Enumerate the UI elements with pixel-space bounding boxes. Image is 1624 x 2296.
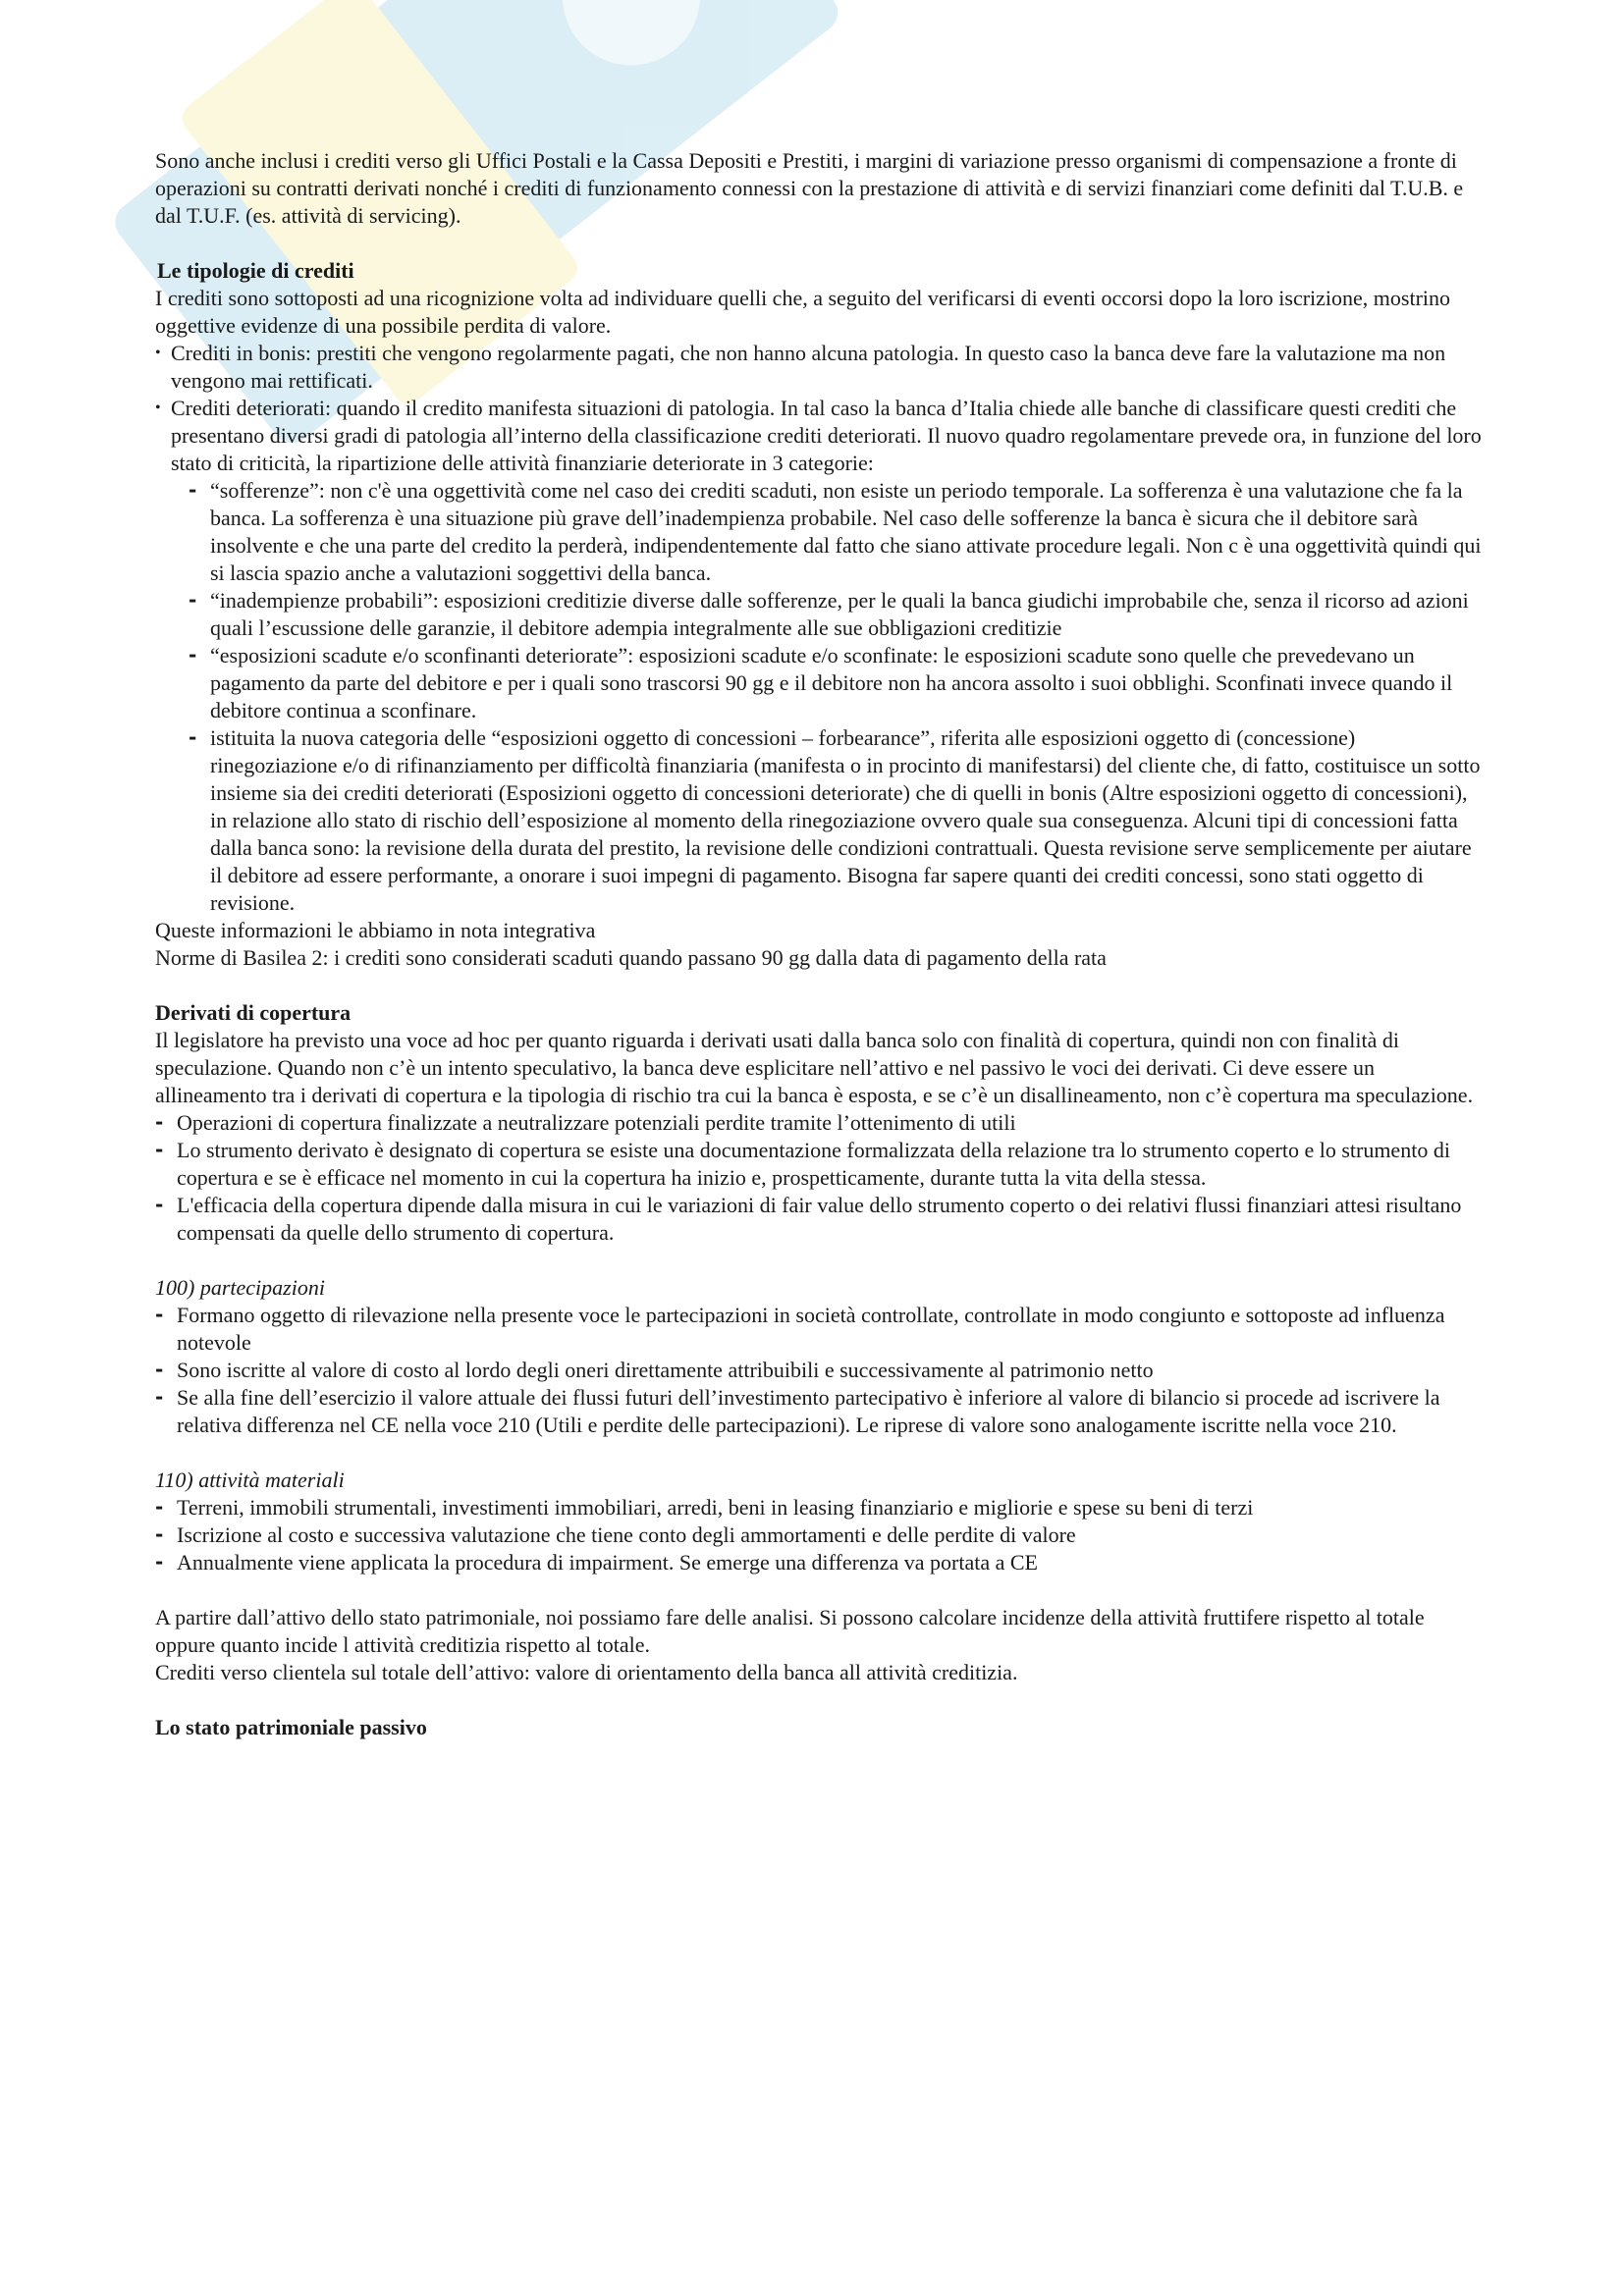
list-item: - Annualmente viene applicata la procedura di impairment. Se emerge una differenza va portata a CE bbox=[155, 1549, 1483, 1576]
list-item-inadempienze: - “inadempienze probabili”: esposizioni creditizie diverse dalle sofferenze, per le quali la banca giudichi improbabile che, senza il ricorso ad azioni quali l’escussione delle garanzie, il debitore adempia integralmente alle sue obbligazioni creditizie bbox=[189, 587, 1483, 642]
list-item: - Formano oggetto di rilevazione nella presente voce le partecipazioni in società controllate, controllate in modo congiunto e sottoposte ad influenza notevole bbox=[155, 1302, 1483, 1357]
list-item: - L'efficacia della copertura dipende dalla misura in cui le variazioni di fair value dello strumento coperto o dei relativi flussi finanziari attesi risultano compensati da quelle dello strumento di copertura. bbox=[155, 1192, 1483, 1247]
nota-integrativa: Queste informazioni le abbiamo in nota integrativa bbox=[155, 918, 596, 942]
crediti-list bbox=[155, 340, 1483, 917]
list-item-sofferenze: - “sofferenze”: non c'è una oggettività come nel caso dei crediti scaduti, non esiste un periodo temporale. La sofferenza è una valutazione che fa la banca. La sofferenza è una situazione più grave dell’inadempienza probabile. Nel caso delle sofferenze la banca è sicura che il debitore sarà insolvente e che una parte del credito la perderà, indipendentemente dal fatto che siano attivate procedure legali. Non c è una oggettività quindi qui si lascia spazio anche a valutazioni soggettivi della banca. bbox=[189, 477, 1483, 587]
list-item: - Sono iscritte al valore di costo al lordo degli oneri direttamente attribuibili e successivamente al patrimonio netto bbox=[155, 1357, 1483, 1384]
heading-derivati: Derivati di copertura bbox=[155, 1000, 352, 1025]
list-item-esposizioni-scadute: - “esposizioni scadute e/o sconfinanti deteriorate”: esposizioni scadute e/o sconfinate: le esposizioni scadute sono quelle che prevedevano un pagamento da parte del debitore e per i quali sono trascorsi 90 gg e il debitore non ha ancora assolto i suoi obblighi. Sconfinati invece quando il debitore continua a sconfinare. bbox=[189, 642, 1483, 724]
list-item: - Lo strumento derivato è designato di copertura se esiste una documentazione formalizzata della relazione tra lo strumento coperto e lo strumento di copertura e se è efficace nel momento in cui la copertura ha inizio e, prospetticamente, durante tutta la vita della stessa. bbox=[155, 1137, 1483, 1192]
basilea-note: Norme di Basilea 2: i crediti sono considerati scaduti quando passano 90 gg dalla data di pagamento della rata bbox=[155, 945, 1107, 970]
heading-partecipazioni: 100) partecipazioni bbox=[155, 1275, 325, 1300]
deteriorati-text: Crediti deteriorati: quando il credito manifesta situazioni di patologia. In tal caso la banca d’Italia chiede alle banche di classificare questi crediti che presentano diversi gradi di patologia all’interno della classificazione crediti deteriorati. Il nuovo quadro regolamentare prevede ora, in funzione del loro stato di criticità, la ripartizione delle attività finanziarie deteriorate in 3 categorie: bbox=[171, 396, 1482, 475]
document-page bbox=[155, 147, 1483, 1741]
heading-tipologie: Le tipologie di crediti bbox=[157, 258, 354, 283]
analisi-paragraph: A partire dall’attivo dello stato patrimoniale, noi possiamo fare delle analisi. Si possono calcolare incidenze della attività fruttifere rispetto al totale oppure quanto incide l attività creditizia rispetto al totale. bbox=[155, 1605, 1425, 1657]
intro-paragraph: Sono anche inclusi i crediti verso gli Uffici Postali e la Cassa Depositi e Prestiti, i margini di variazione presso organismi di compensazione a fronte di operazioni su contratti derivati nonché i crediti di funzionamento connessi con la prestazione di attività e di servizi finanziari come definiti dal T.U.B. e dal T.U.F. (es. attività di servicing). bbox=[155, 148, 1464, 228]
heading-passivo: Lo stato patrimoniale passivo bbox=[155, 1715, 427, 1739]
list-item: - Iscrizione al costo e successiva valutazione che tiene conto degli ammortamenti e delle perdite di valore bbox=[155, 1522, 1483, 1549]
partecipazioni-list bbox=[155, 1302, 1483, 1439]
watermark-circle bbox=[535, 0, 729, 93]
derivati-list bbox=[155, 1109, 1483, 1247]
bonis-text: Crediti in bonis: prestiti che vengono regolarmente pagati, che non hanno alcuna patologia. In questo caso la banca deve fare la valutazione ma non vengono mai rettificati. bbox=[171, 341, 1446, 393]
list-item-forbearance: - istituita la nuova categoria delle “esposizioni oggetto di concessioni – forbearance”, riferita alle esposizioni oggetto di (concessione) rinegoziazione e/o di rifinanziamento per difficoltà finanziaria (manifesta o in procinto di manifestarsi) del cliente che, di fatto, costituisce un sotto insieme sia dei crediti deteriorati (Esposizioni oggetto di concessioni deteriorate) che di quelli in bonis (Altre esposizioni oggetto di concessioni), in relazione allo stato di rischio dell’esposizione al momento della rinegoziazione ovvero quale sua conseguenza. Alcuni tipi di concessioni fatta dalla banca sono: la revisione della durata del prestito, la revisione delle condizioni contrattuali. Questa revisione serve semplicemente per aiutare il debitore ad essere performante, a onorare i suoi impegni di pagamento. Bisogna far sapere quanti dei crediti concessi, sono stati oggetto di revisione. bbox=[189, 724, 1483, 917]
crediti-clientela-paragraph: Crediti verso clientela sul totale dell’attivo: valore di orientamento della banca all attività creditizia. bbox=[155, 1660, 1018, 1684]
heading-attivita-materiali: 110) attività materiali bbox=[155, 1468, 345, 1492]
tipologie-intro: I crediti sono sottoposti ad una ricognizione volta ad individuare quelli che, a seguito del verificarsi di eventi occorsi dopo la loro iscrizione, mostrino oggettive evidenze di una possibile perdita di valore. bbox=[155, 286, 1451, 338]
categorie-list bbox=[189, 477, 1483, 917]
list-item: - Terreni, immobili strumentali, investimenti immobiliari, arredi, beni in leasing finanziario e migliorie e spese su beni di terzi bbox=[155, 1494, 1483, 1522]
list-item: - Se alla fine dell’esercizio il valore attuale dei flussi futuri dell’investimento partecipativo è inferiore al valore di bilancio si procede ad iscrivere la relativa differenza nel CE nella voce 210 (Utili e perdite delle partecipazioni). Le riprese di valore sono analogamente iscritte nella voce 210. bbox=[155, 1384, 1483, 1439]
list-item: - Operazioni di copertura finalizzate a neutralizzare potenziali perdite tramite l’ottenimento di utili bbox=[155, 1109, 1483, 1137]
materiali-list bbox=[155, 1494, 1483, 1576]
list-item-deteriorati bbox=[155, 395, 1483, 917]
derivati-intro: Il legislatore ha previsto una voce ad hoc per quanto riguarda i derivati usati dalla banca solo con finalità di copertura, quindi non con finalità di speculazione. Quando non c’è un intento speculativo, la banca deve esplicitare nell’attivo e nel passivo le voci dei derivati. Ci deve essere un allineamento tra i derivati di copertura e la tipologia di rischio tra cui la banca è esposta, e se c’è un disallineamento, non c’è copertura ma speculazione. bbox=[155, 1028, 1474, 1107]
list-item-bonis bbox=[155, 340, 1483, 395]
